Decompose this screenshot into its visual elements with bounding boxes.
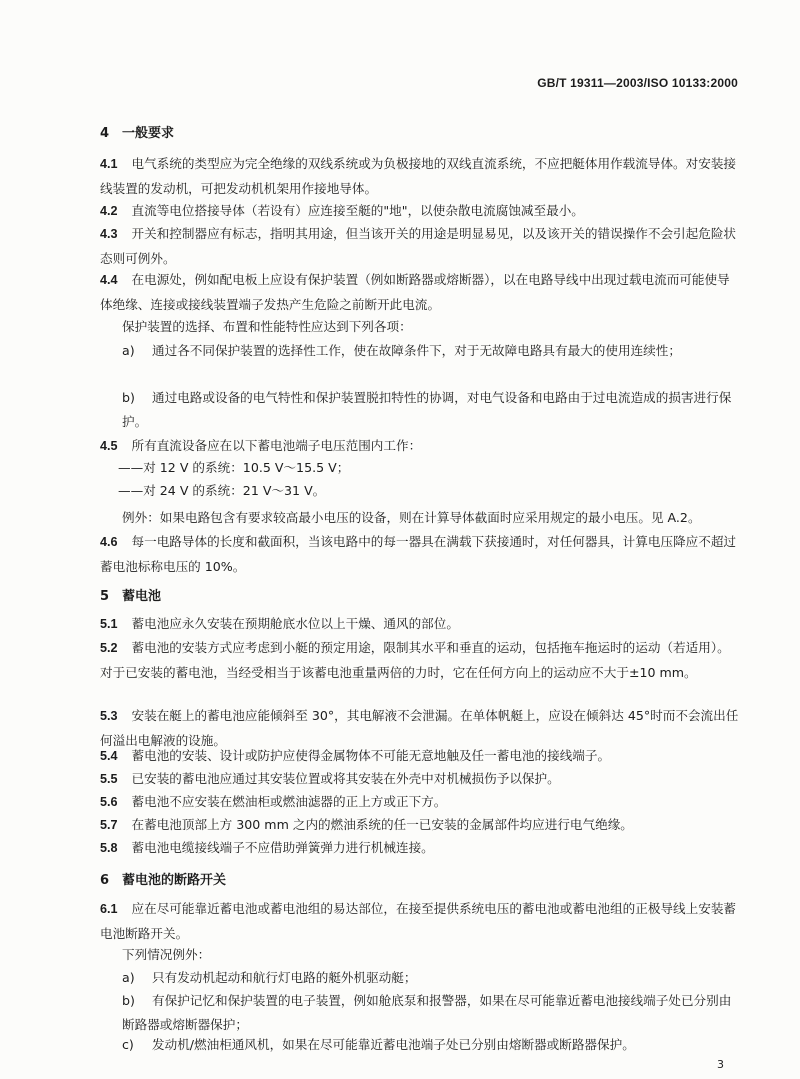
item-text: 只有发动机起动和航行灯电路的艇外机驱动艇；: [152, 970, 417, 985]
clause-text: 蓄电池的安装、设计或防护应使得金属物体不可能无意地触及任一蓄电池的接线端子。: [131, 748, 611, 763]
item-text: 发动机/燃油柜通风机，如果在尽可能靠近蓄电池端子处已分别由熔断器或断路器保护。: [152, 1037, 635, 1052]
item-label: b): [122, 993, 135, 1008]
clause-number: 5.1: [100, 617, 118, 631]
clause-4-2: [100, 199, 740, 224]
item-text: 有保护记忆和保护装置的电子装置，例如舱底泵和报警器，如果在尽可能靠近蓄电池接线端子处已分别由断路器或熔断器保护；: [122, 993, 732, 1032]
clause-number: 5.2: [100, 641, 118, 655]
clause-number: 5.6: [100, 795, 118, 809]
voltage-24v: ——对 24 V 的系统：21 V～31 V。: [118, 483, 326, 498]
clause-4-3: [100, 222, 740, 270]
clause-5-6: [100, 790, 740, 815]
clause-text: 每一电路导体的长度和截面积，当该电路中的每一器具在满载下获接通时，对任何器具，计算电压降应不超过蓄电池标称电压的 10%。: [100, 534, 737, 574]
standard-header: GB/T 19311—2003/ISO 10133:2000: [537, 76, 738, 90]
list-item-c: [122, 1033, 740, 1057]
clause-number: 4.6: [100, 535, 118, 549]
clause-5-2: [100, 636, 740, 684]
clause-number: 4.5: [100, 439, 118, 453]
item-text: 通过各不同保护装置的选择性工作，使在故障条件下，对于无故障电路具有最大的使用连续性；: [152, 343, 681, 358]
clause-text: 所有直流设备应在以下蓄电池端子电压范围内工作：: [131, 438, 422, 453]
voltage-12v: ——对 12 V 的系统：10.5 V～15.5 V；: [118, 460, 350, 475]
clause-number: 5.4: [100, 749, 118, 763]
clause-number: 4.1: [100, 157, 118, 171]
clause-number: 5.5: [100, 772, 118, 786]
clause-text: 蓄电池的安装方式应考虑到小艇的预定用途，限制其水平和垂直的运动，包括拖车拖运时的运动（若适用）。对于已安装的蓄电池，当经受相当于该蓄电池重量两倍的力时，它在任何方向上的运动应不大于±10 mm。: [100, 640, 730, 680]
list-item-b: [122, 989, 740, 1036]
clause-4-4: [100, 268, 740, 316]
clause-text: 电气系统的类型应为完全绝缘的双线系统或为负极接地的双线直流系统，不应把艇体用作载流导体。对安装接线装置的发动机，可把发动机机架用作接地导体。: [100, 156, 737, 196]
clause-number: 4.3: [100, 227, 118, 241]
section-4-title: 4 一般要求: [100, 126, 175, 141]
clause-5-4: [100, 744, 740, 769]
clause-text: 开关和控制器应有标志，指明其用途，但当该开关的用途是明显易见，以及该开关的错误操作不会引起危险状态则可例外。: [100, 226, 737, 266]
list-item-a: [122, 339, 740, 363]
item-label: c): [122, 1037, 134, 1052]
clause-text: 直流等电位搭接导体（若设有）应连接至艇的"地"，以使杂散电流腐蚀减至最小。: [131, 203, 584, 218]
clause-4-4-intro: 保护装置的选择、布置和性能特性应达到下列各项：: [122, 319, 412, 334]
clause-4-5: [100, 434, 740, 459]
clause-5-8: [100, 836, 740, 861]
list-item-b: [122, 386, 740, 433]
clause-6-1-exceptions: 下列情况例外：: [122, 947, 211, 962]
clause-text: 在蓄电池顶部上方 300 mm 之内的燃油系统的任一已安装的金属部件均应进行电气绝缘。: [131, 817, 633, 832]
clause-text: 在电源处，例如配电板上应设有保护装置（例如断路器或熔断器），以在电路导线中出现过载电流而可能使导体绝缘、连接或接线装置端子发热产生危险之前断开此电流。: [100, 272, 730, 312]
clause-text: 蓄电池应永久安装在预期舱底水位以上干燥、通风的部位。: [131, 616, 459, 631]
clause-6-1: [100, 897, 740, 945]
clause-text: 蓄电池电缆接线端子不应借助弹簧弹力进行机械连接。: [131, 840, 434, 855]
item-label: a): [122, 343, 135, 358]
clause-number: 4.4: [100, 273, 118, 287]
clause-text: 安装在艇上的蓄电池应能倾斜至 30°，其电解液不会泄漏。在单体帆艇上，应设在倾斜达 45°时而不会流出任何溢出电解液的设施。: [100, 708, 739, 748]
item-text: 通过电路或设备的电气特性和保护装置脱扣特性的协调，对电气设备和电路由于过电流造成的损害进行保护。: [122, 390, 732, 429]
clause-number: 5.3: [100, 709, 118, 723]
clause-4-6: [100, 530, 740, 578]
section-5-title: 5 蓄电池: [100, 589, 162, 604]
list-item-a: [122, 966, 740, 990]
clause-number: 5.8: [100, 841, 118, 855]
item-label: b): [122, 390, 135, 405]
page-number: 3: [717, 1058, 724, 1071]
clause-4-1: [100, 152, 740, 200]
clause-number: 5.7: [100, 818, 118, 832]
section-6-title: 6 蓄电池的断路开关: [100, 873, 227, 888]
clause-5-1: [100, 612, 740, 637]
clause-number: 4.2: [100, 204, 118, 218]
clause-text: 已安装的蓄电池应通过其安装位置或将其安装在外壳中对机械损伤予以保护。: [131, 771, 560, 786]
item-label: a): [122, 970, 135, 985]
clause-number: 6.1: [100, 902, 118, 916]
clause-text: 蓄电池不应安装在燃油柜或燃油滤器的正上方或正下方。: [131, 794, 447, 809]
clause-5-5: [100, 767, 740, 792]
clause-text: 应在尽可能靠近蓄电池或蓄电池组的易达部位，在接至提供系统电压的蓄电池或蓄电池组的正极导线上安装蓄电池断路开关。: [100, 901, 737, 941]
clause-5-7: [100, 813, 740, 838]
clause-4-5-exception: 例外：如果电路包含有要求较高最小电压的设备，则在计算导体截面时应采用规定的最小电压。见 A.2。: [122, 510, 701, 525]
